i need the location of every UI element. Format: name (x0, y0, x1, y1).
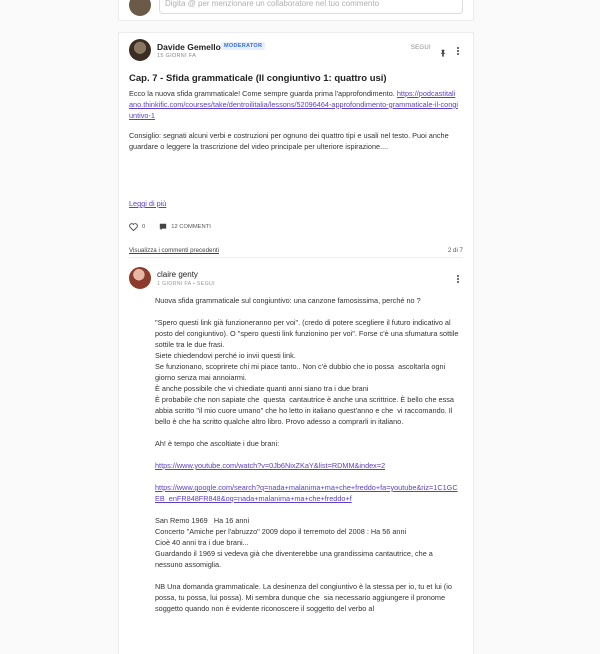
comment-line: Siete chiedendovi perché io invii questi link. (155, 351, 296, 360)
comment-author[interactable]: claire genty (157, 270, 198, 279)
current-user-avatar (129, 0, 151, 16)
post-actions (129, 223, 211, 231)
comment-line: È anche possibile che vi chiediate quanti anni siano tra i due brani (155, 384, 369, 393)
previous-comments-link[interactable]: Visualizza i commenti precedenti (129, 247, 219, 254)
comment-line: Nuova sfida grammaticale sul congiuntivo: una canzone famosissima, perché no ? (155, 296, 421, 305)
post-link[interactable]: https://podcastitaliano.thinkific.com/courses/take/dentroilitalia/lessons/52096464-approfondimento-grammaticale-il-congiuntivo-1 (129, 89, 458, 120)
comment-body (155, 295, 461, 614)
comment-input[interactable]: Digita @ per menzionare un collaboratore nel tuo commento (159, 0, 463, 14)
more-options-icon[interactable] (455, 43, 461, 53)
comment-header (129, 267, 463, 291)
heart-icon[interactable] (129, 223, 138, 231)
comment-icon[interactable] (159, 223, 167, 231)
comment-count[interactable]: 12 COMMENTI (171, 224, 211, 230)
comment-line: Cioè 40 anni tra i due brani... (155, 538, 249, 547)
post-title: Cap. 7 - Sfida grammaticale (Il congiuntivo 1: quattro usi) (129, 73, 387, 84)
comment-line: Guardando il 1969 si vedeva già che diventerebbe una grandissima cantautrice, che a nessuno assomiglia. (155, 549, 435, 569)
moderator-badge: MODERATOR (221, 42, 265, 50)
post-body (129, 89, 459, 163)
comment-line: È probabile che non sapiate che questa cantautrice è anche una scrittrice. È bello che essa abbia scritto "il mio cuore umano" che ho letto in italiano quest'anno e che vi raccomando. Il bello è che ha scritto qualche altro libro. Provo adesso a comprarli in italiano. (155, 395, 456, 426)
reply-card (118, 0, 474, 21)
youtube-link[interactable]: https://www.youtube.com/watch?v=0Jb6NixZKaY&list=RDMM&index=2 (155, 461, 386, 470)
comment-options (455, 271, 461, 281)
thread-pagination (129, 247, 463, 254)
divider (129, 257, 463, 258)
author-avatar[interactable] (129, 39, 151, 61)
comment-time: 1 GIORNI FA • SEGUI (157, 281, 215, 287)
post-header (129, 39, 463, 63)
post-advice: Consiglio: segnati alcuni verbi e costruzioni per ognuno dei quattro tipi e usali nel testo. Puoi anche guardare o leggere la trascrizione del video principale per ulteriore ispirazione.... (129, 131, 449, 152)
comment-line: Ah! è tempo che ascoltiate i due brani: (155, 439, 280, 448)
page-indicator: 2 di 7 (447, 247, 463, 254)
comment-line: "Spero questi link già funzioneranno per voi". (credo di potere scegliere il futuro indicativo al posto del congiuntivo). O "spero questi link funzionino per voi". Forse c'è una sfumatura sottile sottile tra le due frasi. (155, 318, 461, 349)
comment-more-icon[interactable] (455, 271, 461, 281)
pin-icon[interactable] (439, 44, 447, 52)
post-author[interactable]: Davide Gemello (157, 42, 221, 52)
post-intro: Ecco la nuova sfida grammaticale! Come sempre guarda prima l'approfondimento. (129, 89, 395, 98)
read-more-link[interactable]: Leggi di più (129, 199, 167, 208)
comment-line: Se funzionano, scoprirete chi mi piace tanto.. Non c'è dubbio che io possa ascoltarla ogni giorno senza mai annoiarmi. (155, 362, 448, 382)
comment-line: NB Una domanda grammaticale. La desinenza del congiuntivo è la stessa per io, tu et lui (io possa, tu possa, lui possa). Mi sembra dunque che sia necessario aggiungere il pronome soggetto quando non è evidente riconoscere il soggetto del verbo al (155, 582, 454, 613)
post-card (118, 32, 474, 654)
post-time: 15 GIORNI FA (157, 53, 197, 59)
commenter-avatar[interactable] (129, 267, 151, 289)
comment-line: Concerto "Amiche per l'abruzzo" 2009 dopo il terremoto del 2008 : Ha 56 anni (155, 527, 407, 536)
follow-button[interactable]: SEGUI (410, 45, 431, 51)
comment-line: San Remo 1969 Ha 16 anni (155, 516, 250, 525)
post-actions-top (411, 43, 461, 53)
google-link[interactable]: https://www.google.com/search?q=nada+malanima+ma+che+freddo+fa=youtube&riz=1C1GCEB_enFR848FR848&oq=nada+malanima+ma+che+freddo+f (155, 483, 458, 503)
like-count: 0 (142, 224, 146, 230)
